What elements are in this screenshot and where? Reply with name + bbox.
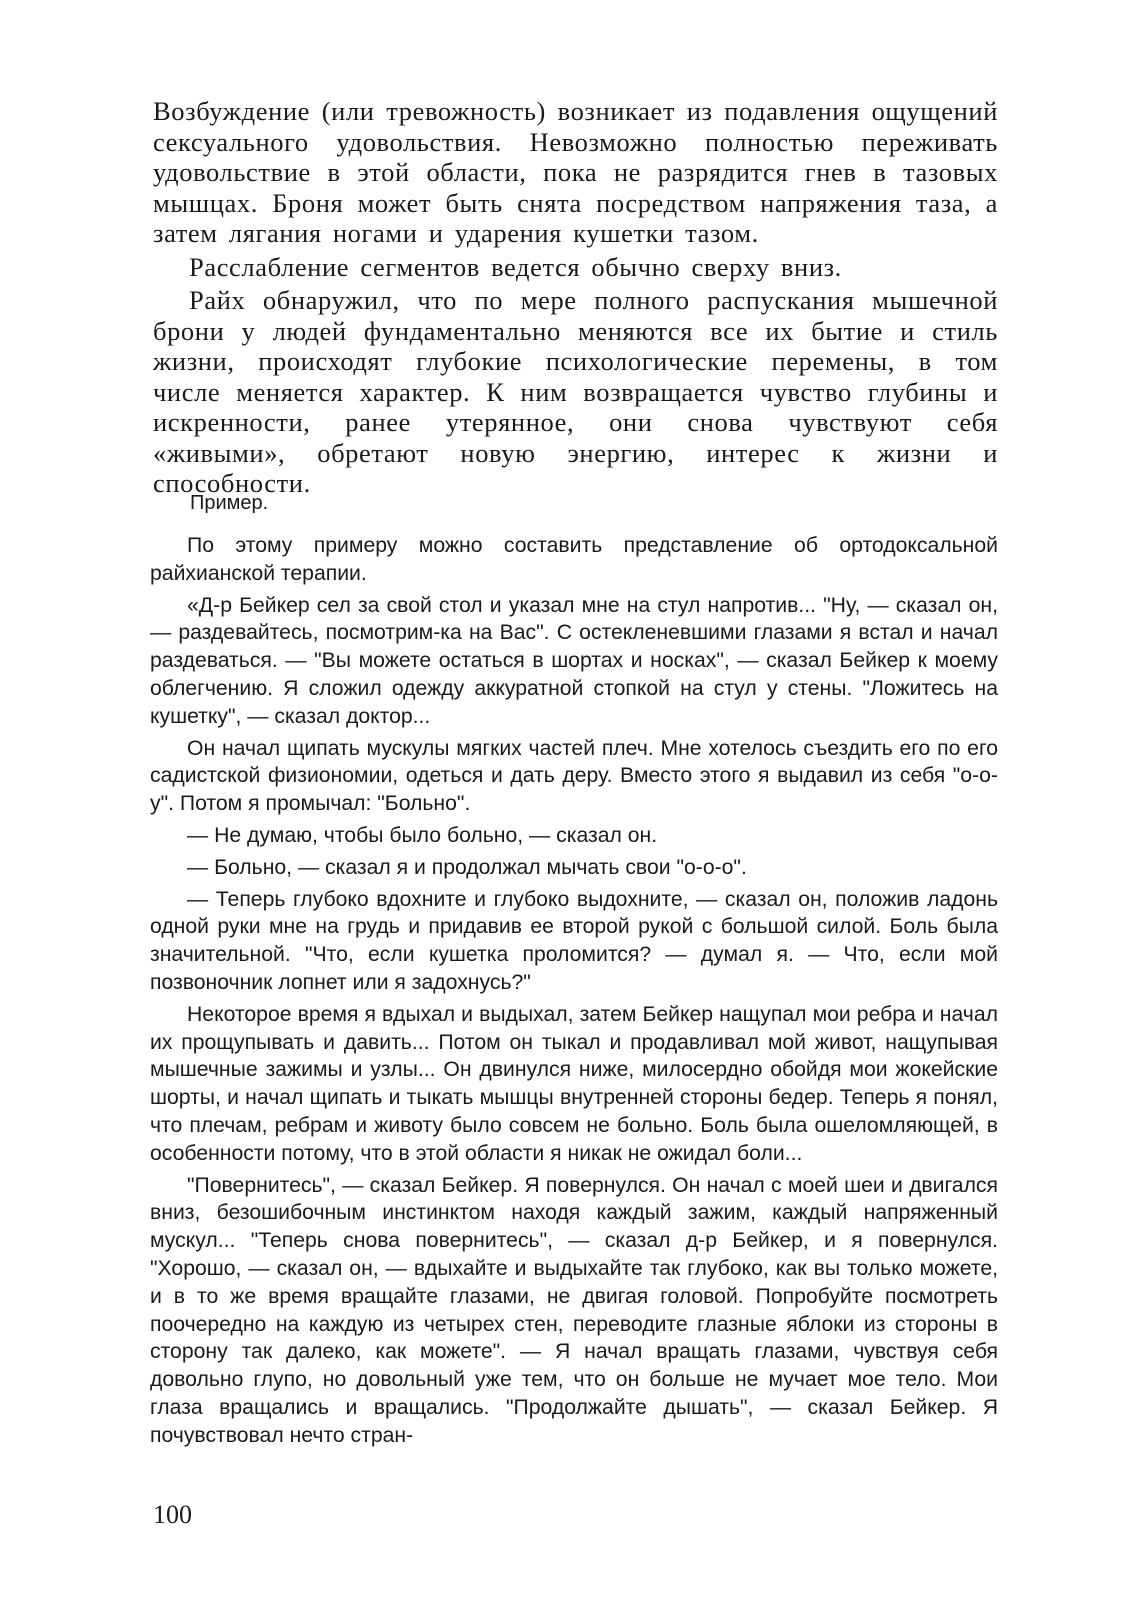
example-paragraph: По этому примеру можно составить представление об ортодоксальной райхианской терапии. xyxy=(150,534,998,585)
example-paragraph: «Д-р Бейкер сел за свой стол и указал мне на стул напротив... "Ну, — сказал он, — раздевайтесь, посмотрим-ка на Вас". С остекленевшими глазами я встал и начал раздеваться. — "Вы можете остаться в шортах и носках", — сказал Бейкер к моему облегчению. Я сложил одежду аккуратной стопкой на стул у стены. "Ложитесь на кушетку", — сказал доктор... xyxy=(150,593,998,728)
example-paragraph: Некоторое время я вдыхал и выдыхал, затем Бейкер нащупал мои ребра и начал их прощупывать и давить... Потом он тыкал и продавливал мой живот, нащупывая мышечные зажимы и узлы... Он двинулся ниже, милосердно обойдя мои жокейские шорты, и начал щипать и тыкать мышцы внутренней стороны бедер. Теперь я понял, что плечам, ребрам и животу было совсем не больно. Боль была ошеломляющей, в особенности потому, что в этой области я никак не ожидал боли... xyxy=(150,1002,998,1165)
paragraph-reich-findings: Райх обнаружил, что по мере полного распускания мышечной брони у людей фундаментально меняются все их бытие и стиль жизни, происходят глубокие психологические перемены, в том числе меняется характер. К ним возвращается чувство глубины и искренности, ранее утерянное, они снова чувствуют себя «живыми», обретают новую энергию, интерес к жизни и способности. xyxy=(153,285,998,498)
example-text-block xyxy=(150,532,998,1454)
page-number: 100 xyxy=(153,1500,192,1529)
example-paragraph: — Больно, — сказал я и продолжал мычать свои "о-о-о". xyxy=(187,855,747,879)
main-text-block xyxy=(153,96,998,502)
example-paragraph: — Теперь глубоко вдохните и глубоко выдохните, — сказал он, положив ладонь одной руки мне на грудь и придавив ее второй рукой с большой силой. Боль была значительной. "Что, если кушетка проломится? — думал я. — Что, если мой позвоночник лопнет или я задохнусь?" xyxy=(150,887,998,994)
example-paragraph: Он начал щипать мускулы мягких частей плеч. Мне хотелось съездить его по его садистской физиономии, одеться и дать деру. Вместо этого я выдавил из себя "о-о-у". Потом я промычал: "Больно". xyxy=(150,736,998,816)
example-paragraph: "Повернитесь", — сказал Бейкер. Я повернулся. Он начал с моей шеи и двигался вниз, безошибочным инстинктом находя каждый зажим, каждый напряженный мускул... "Теперь снова повернитесь", — сказал д-р Бейкер, и я повернулся. "Хорошо, — сказал он, — вдыхайте и выдыхайте так глубоко, как вы только можете, и в то же время вращайте глазами, не двигая головой. Попробуйте посмотреть поочередно на каждую из четырех стен, переводите глазные яблоки из стороны в сторону так далеко, как можете". — Я начал вращать глазами, чувствуя себя довольно глупо, но довольный уже тем, что он больше не мучает мое тело. Мои глаза вращались и вращались. "Продолжайте дышать", — сказал Бейкер. Я почувствовал нечто стран- xyxy=(150,1173,998,1447)
paragraph-relaxation: Расслабление сегментов ведется обычно сверху вниз. xyxy=(189,251,842,282)
example-paragraph: — Не думаю, чтобы было больно, — сказал он. xyxy=(187,823,658,847)
example-heading: Пример. xyxy=(190,492,269,514)
paragraph-arousal: Возбуждение (или тревожность) возникает из подавления ощущений сексуального удовольствия. Невозможно полностью переживать удовольствие в этой области, пока не разрядится гнев в тазовых мышцах. Броня может быть снята посредством напряжения таза, а затем лягания ногами и ударения кушетки тазом. xyxy=(153,96,998,248)
